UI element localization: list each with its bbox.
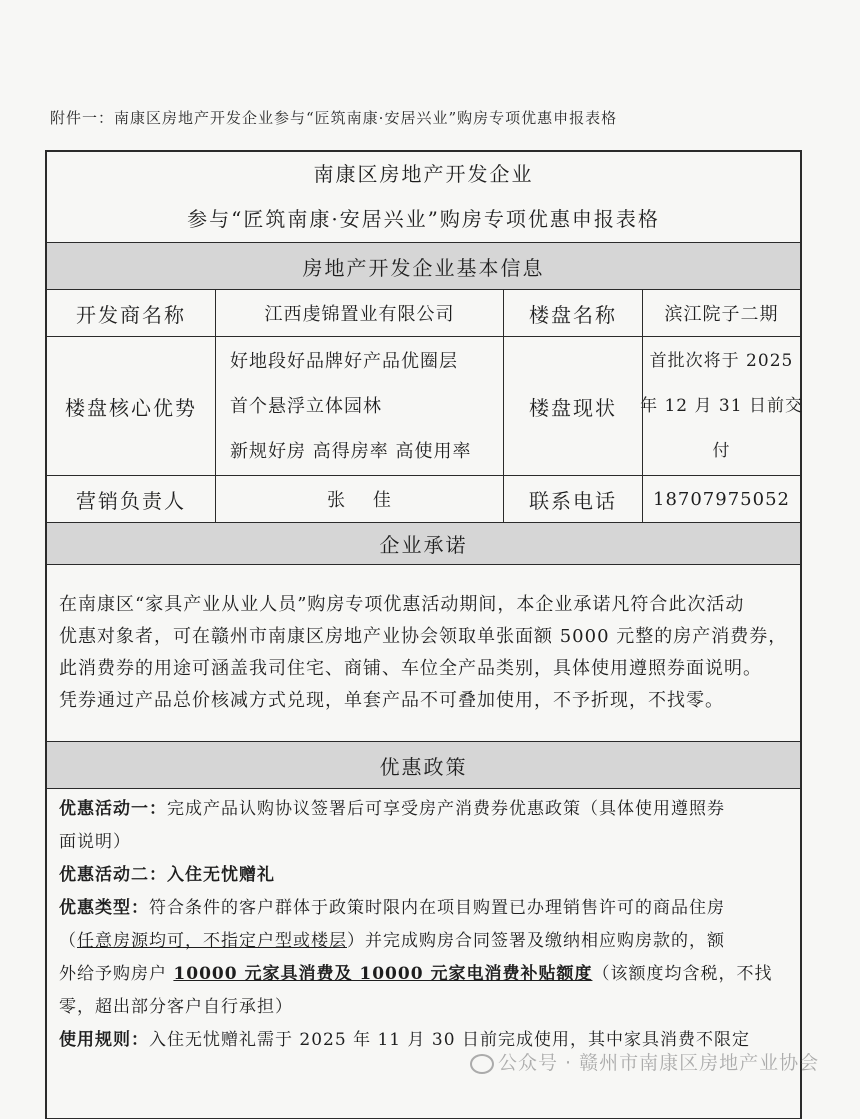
form-title [47,152,800,243]
advantage-line: 新规好房 高得房率 高使用率 [230,440,472,462]
sales-row [47,476,800,523]
type-line2 [59,925,788,958]
activity2-label: 优惠活动二： [59,865,167,885]
type-text2a: （ [59,931,77,951]
status-line: 年 12 月 31 日前交 [640,395,803,416]
sales-label: 营销负责人 [47,476,216,522]
activity2 [59,859,788,892]
rule-text: 入住无忧赠礼需于 2025 年 11 月 30 日前完成使用，其中家具消费不限定 [149,1030,750,1050]
project-value: 滨江院子二期 [664,304,779,325]
application-form [45,150,802,1119]
attachment-title: 附件一：南康区房地产开发企业参与“匠筑南康·安居兴业”购房专项优惠申报表格 [50,109,618,127]
type-line3 [59,958,788,991]
status-line: 付 [712,440,731,461]
wechat-icon [470,1054,494,1074]
type-text2b: ）并完成购房合同签署及缴纳相应购房款的，额 [347,931,725,951]
form-title-line2: 参与“匠筑南康·安居兴业”购房专项优惠申报表格 [187,207,660,231]
developer-label: 开发商名称 [47,290,216,336]
section-commitment: 企业承诺 [47,523,800,565]
activity1-cont: 面说明） [59,832,131,852]
phone-label: 联系电话 [504,476,643,522]
watermark [470,1048,819,1075]
commitment-text [47,565,800,742]
type-text1: 符合条件的客户群体于政策时限内在项目购置已办理销售许可的商品住房 [149,898,725,918]
advantage-line: 首个悬浮立体园林 [230,395,382,417]
advantage-value [216,337,504,475]
type-line4: 零，超出部分客户自行承担） [59,997,293,1017]
activity1-text: 完成产品认购协议签署后可享受房产消费券优惠政策（具体使用遵照券 [167,799,725,819]
status-value [640,337,803,475]
type-text2-underline: 任意房源均可，不指定户型或楼层 [77,931,347,951]
commitment-line: 在南康区“家具产业从业人员”购房专项优惠活动期间，本企业承诺凡符合此次活动 [59,594,745,615]
advantage-label: 楼盘核心优势 [47,337,216,475]
advantage-row [47,337,803,476]
phone-value: 18707975052 [653,488,790,510]
developer-value: 江西虔锦置业有限公司 [216,290,504,336]
type-text3a: 外给予购房户 [59,964,174,984]
type-line1 [59,892,788,925]
project-label: 楼盘名称 [504,290,643,336]
activity1-label: 优惠活动一： [59,799,167,819]
activity1 [59,793,788,826]
watermark-text: 公众号 · 赣州市南康区房地产业协会 [498,1052,820,1074]
advantage-line: 好地段好品牌好产品优圈层 [230,350,458,372]
commitment-line: 此消费券的用途可涵盖我司住宅、商铺、车位全产品类别，具体使用遵照券面说明。 [59,658,762,679]
commitment-line: 凭券通过产品总价核减方式兑现，单套产品不可叠加使用，不予折现，不找零。 [59,690,724,711]
status-line: 首批次将于 2025 [649,350,794,371]
section-basic-info: 房地产开发企业基本信息 [47,243,800,290]
type-text3-underline: 10000 元家具消费及 10000 元家电消费补贴额度 [173,964,593,984]
type-label: 优惠类型： [59,898,149,918]
form-title-line1: 南康区房地产开发企业 [313,162,534,186]
section-policy: 优惠政策 [47,742,800,789]
type-text3b: （该额度均含税，不找 [592,964,773,984]
sales-value: 张 佳 [216,476,504,522]
rule-label: 使用规则： [59,1030,149,1050]
status-label: 楼盘现状 [504,337,643,475]
activity2-text: 入住无忧赠礼 [167,865,275,885]
developer-row [47,290,800,337]
commitment-line: 优惠对象者，可在赣州市南康区房地产业协会领取单张面额 5000 元整的房产消费券， [59,626,788,647]
